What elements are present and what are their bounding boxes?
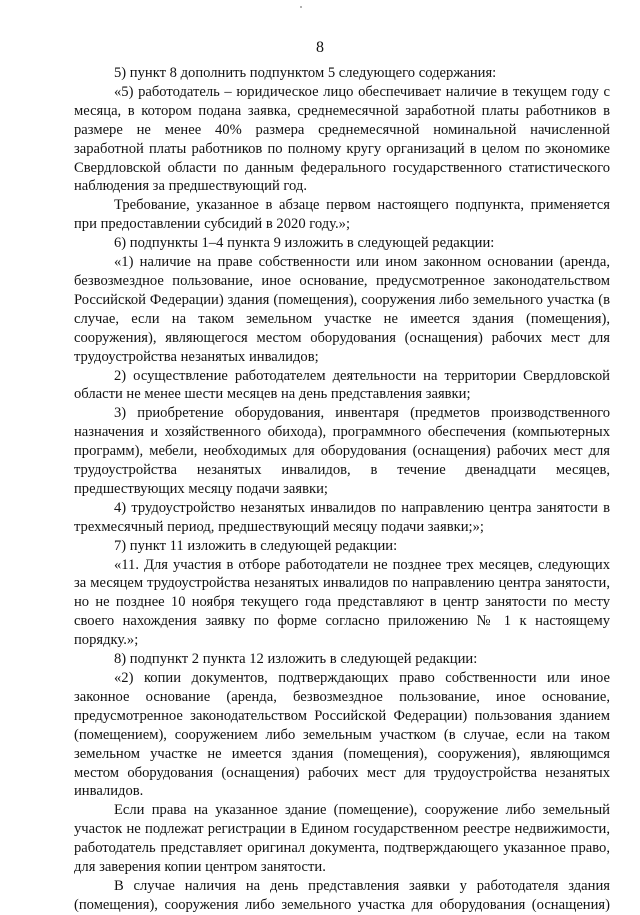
- scan-artifact-dot: [300, 6, 302, 8]
- paragraph-clause-11: «11. Для участия в отборе работодатели не позднее трех месяцев, следующих за месяцем трудоустройства незанятых инвалидов по направлению центра занятости, но не позднее 10 ноября текущего года представляют в центр занятости по месту своего нахождения заявку по форме согласно приложению № 1 к настоящему порядку.»;: [74, 556, 610, 649]
- paragraph-subitem-1: «1) наличие на праве собственности или ином законном основании (аренда, безвозмездное пользование, иное основание, предусмотренное законодательством Российской Федерации) здания (помещения), сооружения либо земельного участка (в случае, если на таком земельном участке не имеется здания (помещения), сооружения), являющегося местом оборудования (оснащения) рабочих мест для трудоустройства незанятых инвалидов;: [74, 254, 610, 365]
- paragraph-item-5-header: 5) пункт 8 дополнить подпунктом 5 следующего содержания:: [114, 65, 497, 81]
- paragraph-subitem-2: 2) осуществление работодателем деятельности на территории Свердловской области не менее шести месяцев на день представления заявки;: [74, 367, 610, 403]
- page-number: 8: [316, 39, 324, 56]
- paragraph-item-6-header: 6) подпункты 1–4 пункта 9 изложить в следующей редакции:: [114, 235, 495, 252]
- paragraph-item-8-header: 8) подпункт 2 пункта 12 изложить в следующей редакции:: [114, 651, 478, 668]
- document-body: [74, 64, 610, 915]
- paragraph-registration-rights: Если права на указанное здание (помещение), сооружение либо земельный участок не подлежат регистрации в Едином государственном реестре недвижимости, работодатель представляет оригинал документа, подтверждающего указанное право, для заверения копии центром занятости.: [74, 802, 610, 876]
- paragraph-subitem-4: 4) трудоустройство незанятых инвалидов по направлению центра занятости в трехмесячный период, предшествующий месяцу подачи заявки;»;: [74, 499, 610, 535]
- paragraph-clause-12-2: «2) копии документов, подтверждающих право собственности или иное законное основание (аренда, безвозмездное пользование, иное основание, предусмотренное законодательством Российской Федерации) пользования зданием (помещением), сооружением либо земельным участком (в случае, если на таком земельном участке не имеется здания (помещения), сооружения), являющимся местом оборудования (оснащения) рабочих мест для трудоустройства незанятых инвалидов.: [74, 670, 610, 800]
- paragraph-requirement-2020: Требование, указанное в абзаце первом настоящего подпункта, применяется при предоставлении субсидий в 2020 году.»;: [74, 197, 610, 233]
- paragraph-continued: В случае наличия на день представления заявки у работодателя здания (помещения), сооружения либо земельного участка для оборудования (оснащения): [74, 877, 610, 913]
- paragraph-item-7-header: 7) пункт 11 изложить в следующей редакции:: [114, 537, 398, 554]
- paragraph-subitem-3: 3) приобретение оборудования, инвентаря (предметов производственного назначения и хозяйственного обихода), программного обеспечения (компьютерных программ), мебели, необходимых для оборудования (оснащения) рабочих мест для трудоустройства незанятых инвалидов, в течение двенадцати месяцев, предшествующих месяцу подачи заявки;: [74, 405, 610, 497]
- paragraph-subitem-5-text: «5) работодатель – юридическое лицо обеспечивает наличие в текущем году с месяца, в котором подана заявка, среднемесячной заработной платы работников в размере не менее 40% размера среднемесячной номинальной начисленной заработной платы работников по полному кругу организаций в целом по экономике Свердловской области по данным федерального государственного статистического наблюдения за предшествующий год.: [74, 83, 610, 195]
